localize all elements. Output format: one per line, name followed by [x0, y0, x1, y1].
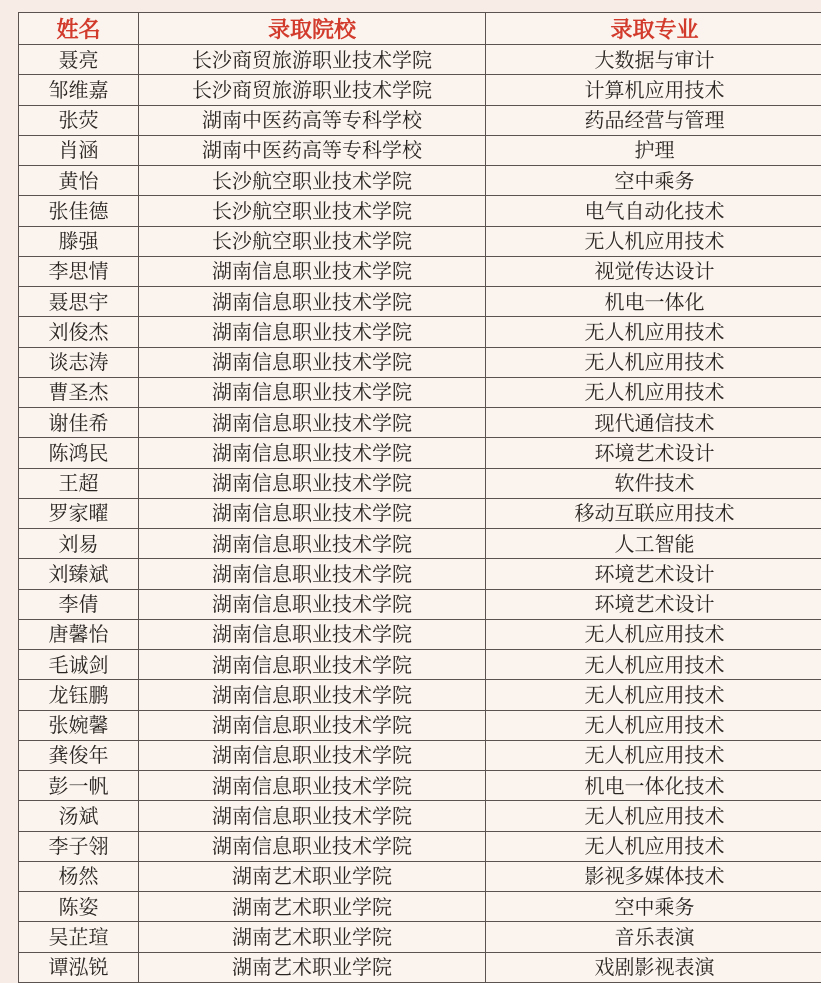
- student-name: 毛诚剑: [49, 651, 109, 679]
- admitted-school: 湖南信息职业技术学院: [212, 741, 412, 769]
- student-name: 陈姿: [59, 893, 99, 921]
- admitted-school-cell: [139, 256, 486, 286]
- admitted-major-cell: [486, 952, 821, 982]
- admitted-major: 音乐表演: [615, 923, 695, 951]
- student-name-cell: [19, 317, 139, 347]
- admitted-major-cell: [486, 559, 821, 589]
- admitted-major: 无人机应用技术: [585, 318, 725, 346]
- admitted-major-cell: [486, 166, 821, 196]
- table-row: [19, 166, 821, 196]
- student-name: 李思情: [49, 257, 109, 285]
- admitted-major: 环境艺术设计: [595, 590, 715, 618]
- admitted-major: 环境艺术设计: [595, 439, 715, 467]
- table-row: [19, 75, 821, 105]
- admitted-school-cell: [139, 45, 486, 75]
- admitted-major-cell: [486, 75, 821, 105]
- admitted-school: 湖南信息职业技术学院: [212, 711, 412, 739]
- admitted-school-cell: [139, 740, 486, 770]
- admitted-major-cell: [486, 468, 821, 498]
- admitted-school: 长沙航空职业技术学院: [212, 167, 412, 195]
- admitted-major-cell: [486, 892, 821, 922]
- admission-table-container: [18, 12, 821, 983]
- admitted-school-cell: [139, 529, 486, 559]
- table-row: [19, 922, 821, 952]
- table-row: [19, 347, 821, 377]
- student-name: 刘臻斌: [49, 560, 109, 588]
- student-name: 吴芷瑄: [49, 923, 109, 951]
- student-name: 张佳德: [49, 197, 109, 225]
- student-name-cell: [19, 105, 139, 135]
- student-name-cell: [19, 861, 139, 891]
- admitted-major: 电气自动化技术: [585, 197, 725, 225]
- admitted-school-cell: [139, 559, 486, 589]
- admitted-major: 视觉传达设计: [595, 257, 715, 285]
- admitted-school-cell: [139, 468, 486, 498]
- admitted-school-cell: [139, 892, 486, 922]
- student-name-cell: [19, 166, 139, 196]
- student-name-cell: [19, 952, 139, 982]
- admitted-major: 无人机应用技术: [585, 378, 725, 406]
- admitted-major-cell: [486, 861, 821, 891]
- admitted-school-cell: [139, 317, 486, 347]
- admitted-school-cell: [139, 589, 486, 619]
- admitted-school: 湖南信息职业技术学院: [212, 802, 412, 830]
- table-row: [19, 801, 821, 831]
- admitted-major-cell: [486, 256, 821, 286]
- table-row: [19, 589, 821, 619]
- admitted-school: 湖南信息职业技术学院: [212, 257, 412, 285]
- admitted-school-cell: [139, 196, 486, 226]
- table-row: [19, 468, 821, 498]
- student-name-cell: [19, 831, 139, 861]
- table-row: [19, 710, 821, 740]
- admitted-major: 药品经营与管理: [585, 106, 725, 134]
- admitted-school: 湖南信息职业技术学院: [212, 439, 412, 467]
- student-name: 王超: [59, 469, 99, 497]
- admitted-school-cell: [139, 498, 486, 528]
- student-name-cell: [19, 771, 139, 801]
- admission-table: [18, 12, 821, 983]
- admitted-school: 湖南信息职业技术学院: [212, 499, 412, 527]
- student-name-cell: [19, 377, 139, 407]
- admitted-major-cell: [486, 196, 821, 226]
- admitted-school-cell: [139, 377, 486, 407]
- admitted-school: 湖南信息职业技术学院: [212, 560, 412, 588]
- admitted-major: 软件技术: [615, 469, 695, 497]
- admitted-major: 空中乘务: [615, 893, 695, 921]
- admitted-school: 湖南中医药高等专科学校: [202, 106, 422, 134]
- admitted-school: 长沙航空职业技术学院: [212, 197, 412, 225]
- admitted-school-cell: [139, 922, 486, 952]
- admitted-major-cell: [486, 105, 821, 135]
- admitted-major-cell: [486, 710, 821, 740]
- admitted-school: 湖南信息职业技术学院: [212, 772, 412, 800]
- admitted-school-cell: [139, 680, 486, 710]
- admitted-major: 移动互联应用技术: [575, 499, 735, 527]
- table-row: [19, 771, 821, 801]
- admitted-school: 湖南艺术职业学院: [232, 893, 392, 921]
- table-row: [19, 619, 821, 649]
- admitted-school-cell: [139, 438, 486, 468]
- admitted-major-cell: [486, 922, 821, 952]
- admitted-school: 湖南信息职业技术学院: [212, 469, 412, 497]
- student-name-cell: [19, 438, 139, 468]
- student-name: 肖涵: [59, 136, 99, 164]
- student-name: 陈鸿民: [49, 439, 109, 467]
- student-name: 聂思宇: [49, 288, 109, 316]
- admitted-major-cell: [486, 438, 821, 468]
- admitted-major-cell: [486, 740, 821, 770]
- student-name-cell: [19, 619, 139, 649]
- admitted-major: 环境艺术设计: [595, 560, 715, 588]
- table-row: [19, 952, 821, 982]
- admitted-school: 湖南艺术职业学院: [232, 923, 392, 951]
- admitted-school-cell: [139, 771, 486, 801]
- admitted-major-cell: [486, 771, 821, 801]
- student-name: 彭一帆: [49, 772, 109, 800]
- student-name-cell: [19, 75, 139, 105]
- table-row: [19, 680, 821, 710]
- admitted-major-cell: [486, 347, 821, 377]
- student-name: 罗家曜: [49, 499, 109, 527]
- admitted-school: 长沙商贸旅游职业技术学院: [192, 46, 432, 74]
- table-row: [19, 408, 821, 438]
- student-name-cell: [19, 226, 139, 256]
- admitted-school-cell: [139, 952, 486, 982]
- admitted-major-cell: [486, 135, 821, 165]
- student-name: 龚俊年: [49, 741, 109, 769]
- admitted-major: 现代通信技术: [595, 409, 715, 437]
- table-body: [19, 45, 821, 983]
- header-name: 姓名: [19, 13, 139, 45]
- student-name-cell: [19, 680, 139, 710]
- admitted-major: 无人机应用技术: [585, 620, 725, 648]
- admitted-major: 机电一体化技术: [585, 772, 725, 800]
- table-row: [19, 559, 821, 589]
- table-row: [19, 529, 821, 559]
- header-school: 录取院校: [139, 13, 486, 45]
- student-name: 张荧: [59, 106, 99, 134]
- admitted-major: 无人机应用技术: [585, 681, 725, 709]
- admitted-major-cell: [486, 498, 821, 528]
- admitted-major: 空中乘务: [615, 167, 695, 195]
- admitted-school-cell: [139, 408, 486, 438]
- table-row: [19, 317, 821, 347]
- admitted-major-cell: [486, 801, 821, 831]
- admitted-major: 计算机应用技术: [585, 76, 725, 104]
- student-name-cell: [19, 287, 139, 317]
- admitted-major: 无人机应用技术: [585, 741, 725, 769]
- admitted-school: 湖南艺术职业学院: [232, 862, 392, 890]
- admitted-major: 机电一体化: [605, 288, 705, 316]
- admitted-major-cell: [486, 287, 821, 317]
- admitted-major: 护理: [635, 136, 675, 164]
- table-row: [19, 498, 821, 528]
- student-name-cell: [19, 892, 139, 922]
- admitted-school: 湖南艺术职业学院: [232, 953, 392, 981]
- student-name: 龙钰鹏: [49, 681, 109, 709]
- student-name: 刘俊杰: [49, 318, 109, 346]
- student-name: 邹维嘉: [49, 76, 109, 104]
- student-name-cell: [19, 196, 139, 226]
- student-name-cell: [19, 922, 139, 952]
- table-row: [19, 650, 821, 680]
- admitted-school: 湖南信息职业技术学院: [212, 651, 412, 679]
- admitted-school: 湖南信息职业技术学院: [212, 378, 412, 406]
- admitted-major-cell: [486, 317, 821, 347]
- admitted-school: 长沙商贸旅游职业技术学院: [192, 76, 432, 104]
- table-row: [19, 438, 821, 468]
- admitted-major-cell: [486, 408, 821, 438]
- admitted-school: 湖南中医药高等专科学校: [202, 136, 422, 164]
- student-name: 曹圣杰: [49, 378, 109, 406]
- table-row: [19, 256, 821, 286]
- table-row: [19, 287, 821, 317]
- student-name-cell: [19, 498, 139, 528]
- student-name: 杨然: [59, 862, 99, 890]
- table-row: [19, 377, 821, 407]
- admitted-school-cell: [139, 831, 486, 861]
- admitted-school: 湖南信息职业技术学院: [212, 832, 412, 860]
- student-name-cell: [19, 650, 139, 680]
- table-row: [19, 740, 821, 770]
- student-name-cell: [19, 256, 139, 286]
- header-major: 录取专业: [486, 13, 821, 45]
- admitted-major: 人工智能: [615, 530, 695, 558]
- admitted-major-cell: [486, 529, 821, 559]
- student-name-cell: [19, 559, 139, 589]
- admitted-major-cell: [486, 831, 821, 861]
- admitted-major-cell: [486, 650, 821, 680]
- admitted-school-cell: [139, 226, 486, 256]
- student-name: 李子翎: [49, 832, 109, 860]
- admitted-major-cell: [486, 589, 821, 619]
- student-name-cell: [19, 408, 139, 438]
- table-row: [19, 892, 821, 922]
- admitted-major: 戏剧影视表演: [595, 953, 715, 981]
- admitted-school: 湖南信息职业技术学院: [212, 318, 412, 346]
- student-name: 张婉馨: [49, 711, 109, 739]
- student-name: 刘易: [59, 530, 99, 558]
- admitted-school: 湖南信息职业技术学院: [212, 620, 412, 648]
- admitted-major: 大数据与审计: [595, 46, 715, 74]
- table-row: [19, 45, 821, 75]
- admitted-school-cell: [139, 801, 486, 831]
- admitted-school-cell: [139, 105, 486, 135]
- admitted-school-cell: [139, 710, 486, 740]
- admitted-major: 无人机应用技术: [585, 651, 725, 679]
- admitted-school: 湖南信息职业技术学院: [212, 409, 412, 437]
- student-name-cell: [19, 347, 139, 377]
- admitted-major-cell: [486, 226, 821, 256]
- admitted-major: 无人机应用技术: [585, 832, 725, 860]
- admitted-school-cell: [139, 135, 486, 165]
- table-header-row: [19, 13, 821, 45]
- student-name: 谭泓锐: [49, 953, 109, 981]
- student-name-cell: [19, 529, 139, 559]
- admitted-school-cell: [139, 619, 486, 649]
- table-row: [19, 226, 821, 256]
- admitted-major-cell: [486, 680, 821, 710]
- student-name: 聂亮: [59, 46, 99, 74]
- student-name-cell: [19, 468, 139, 498]
- table-row: [19, 105, 821, 135]
- admitted-school: 湖南信息职业技术学院: [212, 288, 412, 316]
- admitted-school-cell: [139, 166, 486, 196]
- admitted-school: 湖南信息职业技术学院: [212, 590, 412, 618]
- student-name-cell: [19, 740, 139, 770]
- admitted-school-cell: [139, 287, 486, 317]
- student-name: 黄怡: [59, 167, 99, 195]
- student-name-cell: [19, 589, 139, 619]
- student-name: 滕强: [59, 227, 99, 255]
- admitted-school: 湖南信息职业技术学院: [212, 348, 412, 376]
- admitted-school: 湖南信息职业技术学院: [212, 530, 412, 558]
- student-name: 谈志涛: [49, 348, 109, 376]
- student-name: 谢佳希: [49, 409, 109, 437]
- student-name-cell: [19, 45, 139, 75]
- admitted-major-cell: [486, 619, 821, 649]
- student-name-cell: [19, 135, 139, 165]
- student-name: 汤斌: [59, 802, 99, 830]
- admitted-major: 无人机应用技术: [585, 802, 725, 830]
- student-name-cell: [19, 710, 139, 740]
- admitted-school-cell: [139, 75, 486, 105]
- admitted-school: 长沙航空职业技术学院: [212, 227, 412, 255]
- student-name-cell: [19, 801, 139, 831]
- table-row: [19, 196, 821, 226]
- admitted-major: 无人机应用技术: [585, 711, 725, 739]
- table-row: [19, 831, 821, 861]
- admitted-school: 湖南信息职业技术学院: [212, 681, 412, 709]
- admitted-school-cell: [139, 347, 486, 377]
- admitted-major: 影视多媒体技术: [585, 862, 725, 890]
- table-row: [19, 135, 821, 165]
- admitted-school-cell: [139, 650, 486, 680]
- admitted-major: 无人机应用技术: [585, 227, 725, 255]
- admitted-major: 无人机应用技术: [585, 348, 725, 376]
- admitted-major-cell: [486, 45, 821, 75]
- admitted-school-cell: [139, 861, 486, 891]
- student-name: 李倩: [59, 590, 99, 618]
- table-row: [19, 861, 821, 891]
- admitted-major-cell: [486, 377, 821, 407]
- student-name: 唐馨怡: [49, 620, 109, 648]
